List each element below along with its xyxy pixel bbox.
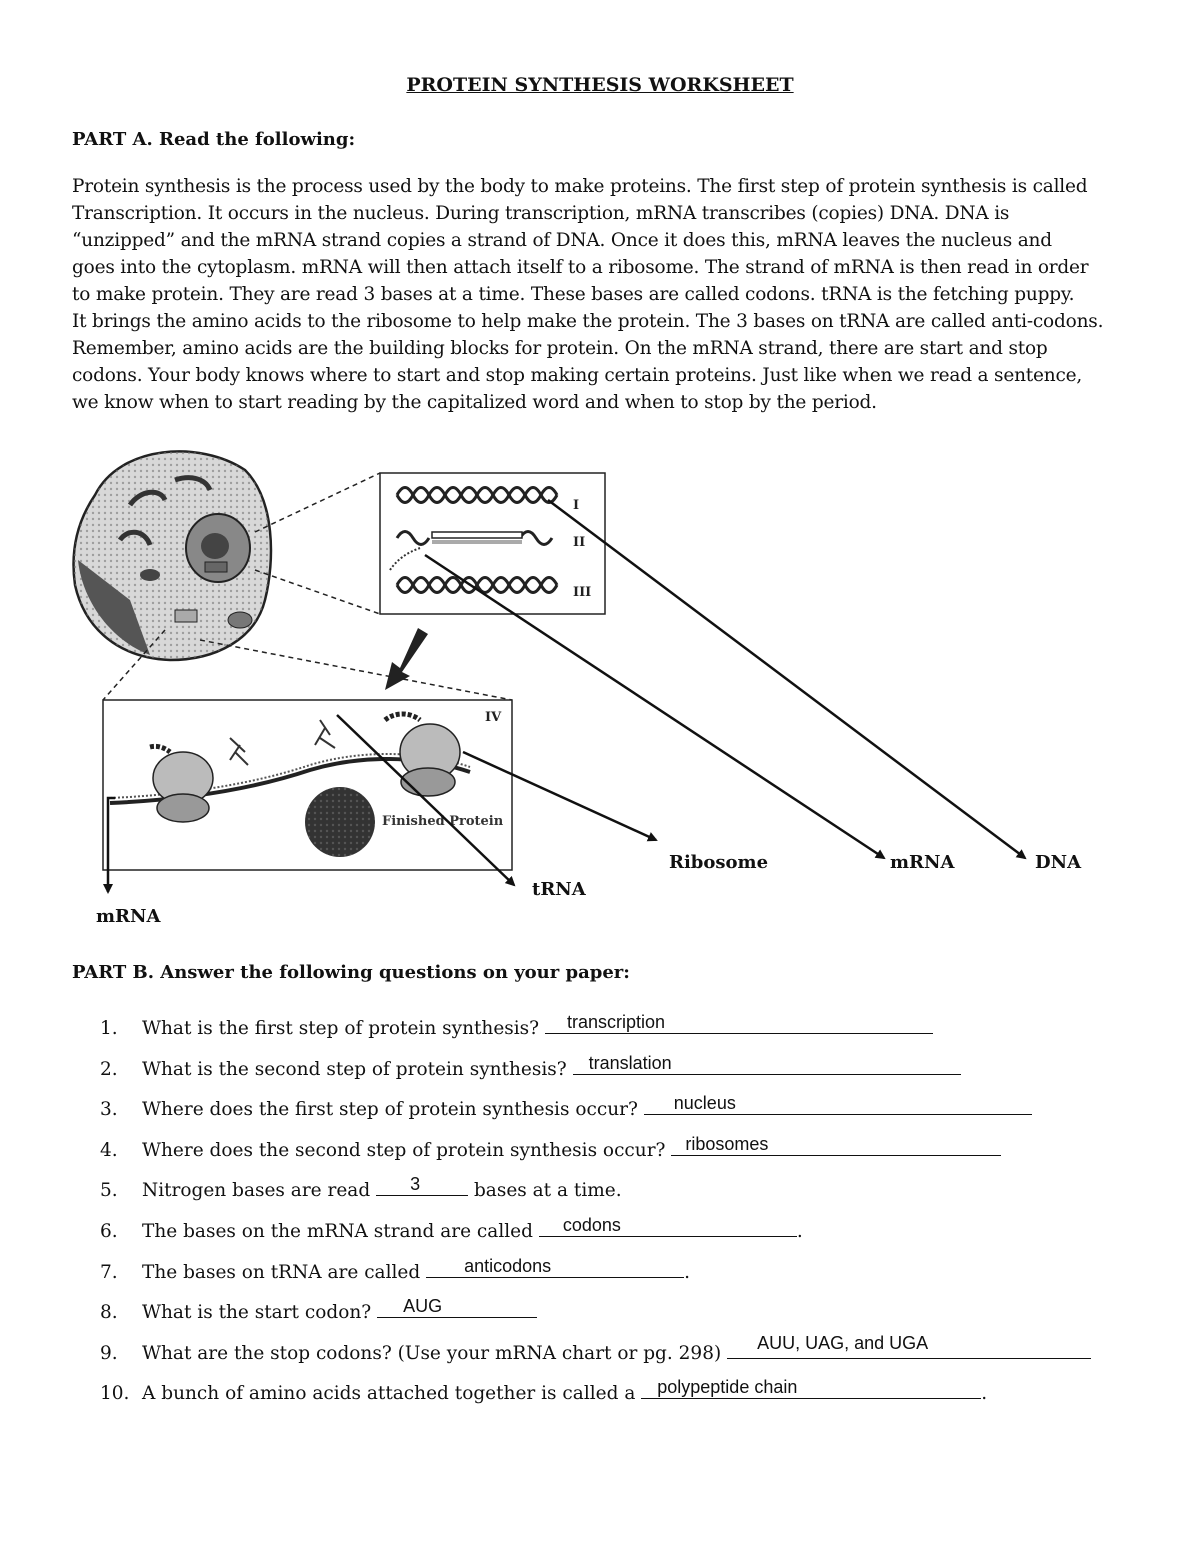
- question-item: [100, 1257, 1150, 1298]
- paragraph-line: “unzipped” and the mRNA strand copies a strand of DNA. Once it does this, mRNA leaves the nucleus and: [72, 230, 1052, 251]
- question-item: [100, 1297, 1150, 1338]
- cell-illustration: [74, 451, 271, 660]
- question-number: 3.: [100, 1099, 118, 1121]
- question-text: What is the start codon?: [142, 1302, 372, 1324]
- worksheet-title: PROTEIN SYNTHESIS WORKSHEET: [406, 74, 794, 96]
- question-suffix: bases at a time.: [473, 1180, 622, 1202]
- question-item: [100, 1378, 1150, 1419]
- answer-field[interactable]: [671, 1135, 1001, 1156]
- dna-label: DNA: [1035, 852, 1082, 873]
- roman-label-ii: II: [573, 535, 586, 550]
- question-text: Nitrogen bases are read: [142, 1180, 371, 1202]
- question-text: What is the second step of protein synthesis?: [142, 1058, 567, 1080]
- finished-protein-label: Finished Protein: [382, 814, 504, 829]
- translation-inset: [103, 700, 512, 870]
- question-item: [100, 1094, 1150, 1135]
- answer-text: 3: [410, 1174, 421, 1195]
- mrna-label-right: mRNA: [890, 852, 955, 873]
- answer-field[interactable]: [644, 1094, 1032, 1115]
- paragraph-line: It brings the amino acids to the ribosome to help make the protein. The 3 bases on tRNA are called anti-codons.: [72, 311, 1104, 332]
- answer-field[interactable]: [573, 1054, 961, 1075]
- question-suffix: .: [981, 1383, 988, 1405]
- roman-label-iii: III: [573, 585, 592, 600]
- question-number: 7.: [100, 1261, 118, 1283]
- question-text: Where does the second step of protein synthesis occur?: [142, 1139, 666, 1161]
- question-suffix: .: [796, 1220, 803, 1242]
- paragraph-line: to make protein. They are read 3 bases at a time. These bases are called codons. tRNA is the fetching puppy.: [72, 284, 1075, 305]
- answer-text: AUG: [403, 1296, 443, 1317]
- roman-label-iv: IV: [485, 710, 502, 725]
- answer-text: codons: [562, 1214, 621, 1235]
- question-text: A bunch of amino acids attached together is called a: [142, 1383, 636, 1405]
- question-number: 9.: [100, 1342, 118, 1364]
- answer-field[interactable]: [727, 1332, 1091, 1359]
- question-number: 8.: [100, 1302, 118, 1324]
- paragraph-line: Transcription. It occurs in the nucleus. During transcription, mRNA transcribes (copies) DNA. DNA is: [72, 203, 1010, 224]
- paragraph-line: Remember, amino acids are the building blocks for protein. On the mRNA strand, there are start and stop: [72, 338, 1048, 359]
- part-b-heading: PART B. Answer the following questions on your paper:: [72, 962, 630, 983]
- mrna-label-left: mRNA: [96, 906, 161, 927]
- question-item: [100, 1013, 1150, 1054]
- question-item: [100, 1054, 1150, 1095]
- answer-text: ribosomes: [685, 1133, 769, 1154]
- part-a-heading: PART A. Read the following:: [72, 129, 356, 150]
- question-number: 4.: [100, 1139, 118, 1161]
- protein-synthesis-diagram: [0, 430, 1200, 950]
- paragraph-line: Protein synthesis is the process used by the body to make proteins. The first step of protein synthesis is called: [72, 176, 1088, 197]
- answer-field[interactable]: [377, 1297, 537, 1318]
- answer-text: polypeptide chain: [657, 1377, 798, 1398]
- question-text: The bases on the mRNA strand are called: [142, 1220, 533, 1242]
- question-number: 5.: [100, 1180, 118, 1202]
- answer-text: transcription: [567, 1012, 666, 1032]
- paragraph-line: we know when to start reading by the capitalized word and when to stop by the period.: [72, 392, 877, 413]
- question-number: 6.: [100, 1220, 118, 1242]
- dna-inset: [380, 473, 605, 614]
- answer-text: nucleus: [673, 1093, 736, 1114]
- ribosome-label: Ribosome: [669, 852, 769, 873]
- question-number: 2.: [100, 1058, 118, 1080]
- question-number: 1.: [100, 1018, 118, 1039]
- paragraph-line: goes into the cytoplasm. mRNA will then attach itself to a ribosome. The strand of mRNA is then read in order: [72, 257, 1089, 278]
- question-text: The bases on tRNA are called: [142, 1261, 421, 1283]
- question-list: [100, 1013, 1150, 1419]
- question-item: [100, 1135, 1150, 1176]
- answer-field[interactable]: [545, 1013, 933, 1034]
- answer-text: AUU, UAG, and UGA: [757, 1332, 929, 1353]
- question-text: What are the stop codons? (Use your mRNA chart or pg. 298): [142, 1342, 722, 1364]
- question-item: [100, 1332, 1150, 1379]
- question-item: [100, 1175, 1150, 1216]
- question-number: 10.: [100, 1383, 130, 1405]
- question-item: [100, 1216, 1150, 1257]
- trna-label: tRNA: [532, 879, 586, 900]
- question-suffix: .: [684, 1261, 690, 1283]
- question-text: Where does the first step of protein synthesis occur?: [142, 1099, 638, 1121]
- answer-field[interactable]: [539, 1216, 797, 1237]
- answer-field[interactable]: [641, 1378, 981, 1399]
- answer-text: translation: [588, 1052, 672, 1073]
- question-text: What is the first step of protein synthesis?: [142, 1018, 540, 1039]
- answer-field[interactable]: [426, 1257, 684, 1278]
- answer-field[interactable]: [376, 1175, 468, 1196]
- big-down-arrow: [385, 628, 428, 690]
- part-a-paragraph: [72, 173, 1142, 416]
- paragraph-line: codons. Your body knows where to start and stop making certain proteins. Just like when we read a sentence,: [72, 365, 1083, 386]
- roman-label-i: I: [573, 498, 580, 513]
- answer-text: anticodons: [464, 1255, 552, 1276]
